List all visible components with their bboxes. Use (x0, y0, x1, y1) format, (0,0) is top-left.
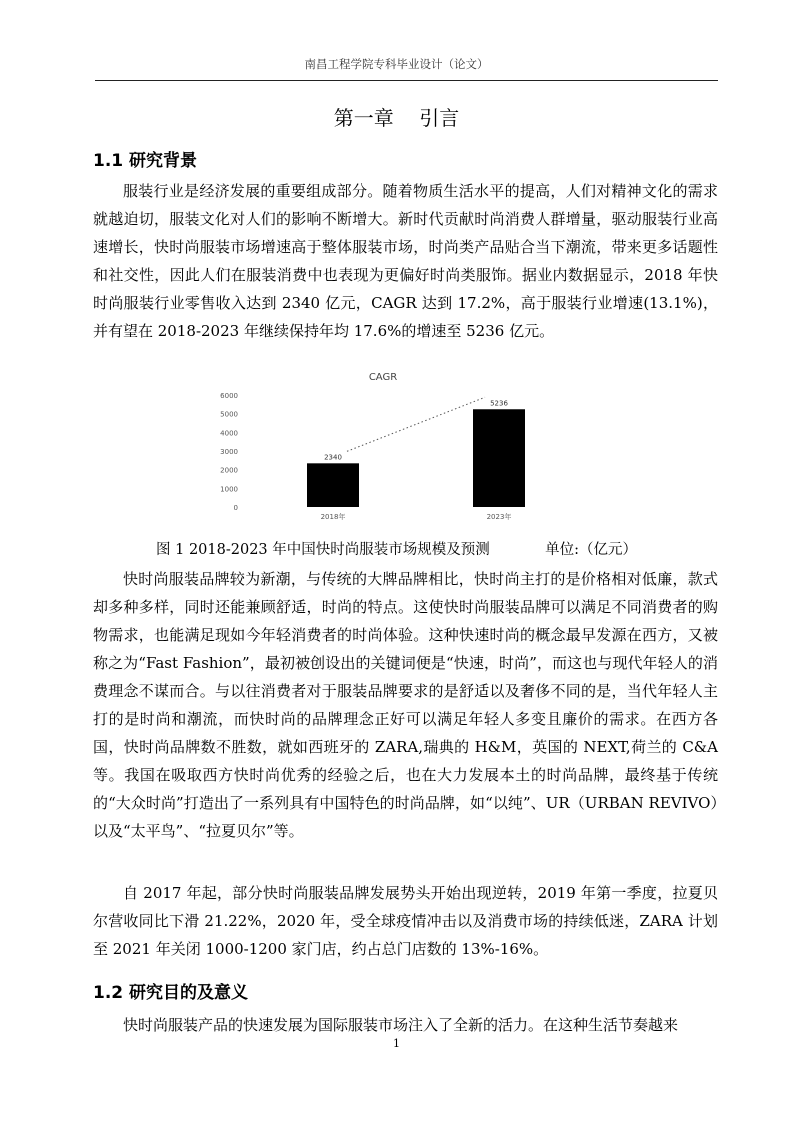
y-axis-ticks (220, 392, 238, 512)
chart-bars (307, 397, 525, 507)
bar-data-label: 5236 (490, 399, 508, 408)
market-size-chart (205, 363, 595, 525)
page-number: 1 (393, 1037, 400, 1050)
section-heading-background: 1.1 研究背景 (93, 151, 198, 171)
y-tick-label: 4000 (220, 429, 238, 438)
paragraph-purpose: 快时尚服装产品的快速发展为国际服装市场注入了全新的活力。在这种生活节奏越来 (123, 1016, 679, 1034)
section-heading-purpose: 1.2 研究目的及意义 (93, 983, 249, 1003)
bar-data-label: 2340 (324, 453, 342, 462)
x-axis-labels (321, 512, 512, 521)
y-tick-label: 1000 (220, 485, 238, 494)
bar (307, 463, 359, 507)
header-divider (95, 80, 718, 81)
y-tick-label: 5000 (220, 410, 238, 419)
trend-line (347, 397, 485, 451)
y-tick-label: 6000 (220, 392, 238, 400)
paragraph-background: 服装行业是经济发展的重要组成部分。随着物质生活水平的提高，人们对精神文化的需求就越迫切，服装文化对人们的影响不断增大。新时代贡献时尚消费人群增量，驱动服装行业高速增长，快时尚服装市场增速高于整体服装市场，时尚类产品贴合当下潮流，带来更多话题性和社交性，因此人们在服装消费中也表现为更偏好时尚类服饰。据业内数据显示，2018 年快时尚服装行业零售收入达到 2340 亿元，CAGR 达到 17.2%，高于服装行业增速(13.1%)，并有望在 2018-2023 年继续保持年均 17.6%的增速至 5236 亿元。 (93, 182, 718, 340)
chart-title: CAGR (368, 372, 398, 383)
x-tick-label: 2023年 (486, 513, 512, 521)
page-header: 南昌工程学院专科毕业设计（论文） (304, 57, 489, 71)
y-tick-label: 3000 (220, 448, 238, 456)
y-tick-label: 0 (233, 504, 238, 512)
y-tick-label: 2000 (220, 466, 238, 475)
x-tick-label: 2018年 (320, 513, 346, 521)
bar (473, 409, 525, 507)
paragraph-decline: 自 2017 年起，部分快时尚服装品牌发展势头开始出现逆转，2019 年第一季度，拉夏贝尔营收同比下滑 21.22%，2020 年，受全球疫情冲击以及消费市场的持续低迷，ZARA 计划至 2021 年关闭 1000-1200 家门店，约占总门店数的 13%-16%。 (93, 884, 718, 958)
paragraph-fast-fashion: 快时尚服装品牌较为新潮，与传统的大牌品牌相比，快时尚主打的是价格相对低廉，款式却多种多样，同时还能兼顾舒适，时尚的特点。这使快时尚服装品牌可以满足不同消费者的购物需求，也能满足现如今年轻消费者的时尚体验。这种快速时尚的概念最早发源在西方，又被称之为“Fast Fashion”，最初被创设出的关键词便是“快速，时尚”，而这也与现代年轻人的消费理念不谋而合。与以往消费者对于服装品牌要求的是舒适以及奢侈不同的是，当代年轻人主打的是时尚和潮流，而快时尚的品牌理念正好可以满足年轻人多变且廉价的需求。在西方各国，快时尚品牌数不胜数，就如西班牙的 ZARA,瑞典的 H&M，英国的 NEXT,荷兰的 C&A 等。我国在吸取西方快时尚优秀的经验之后，也在大力发展本土的时尚品牌，最终基于传统的“大众时尚”打造出了一系列具有中国特色的时尚品牌，如“以纯”、UR（URBAN REVIVO）以及“太平鸟”、“拉夏贝尔”等。 (93, 570, 718, 840)
figure-caption: 图 1 2018-2023 年中国快时尚服装市场规模及预测 单位:（亿元） (156, 542, 637, 558)
chapter-title: 第一章 引言 (333, 106, 460, 130)
